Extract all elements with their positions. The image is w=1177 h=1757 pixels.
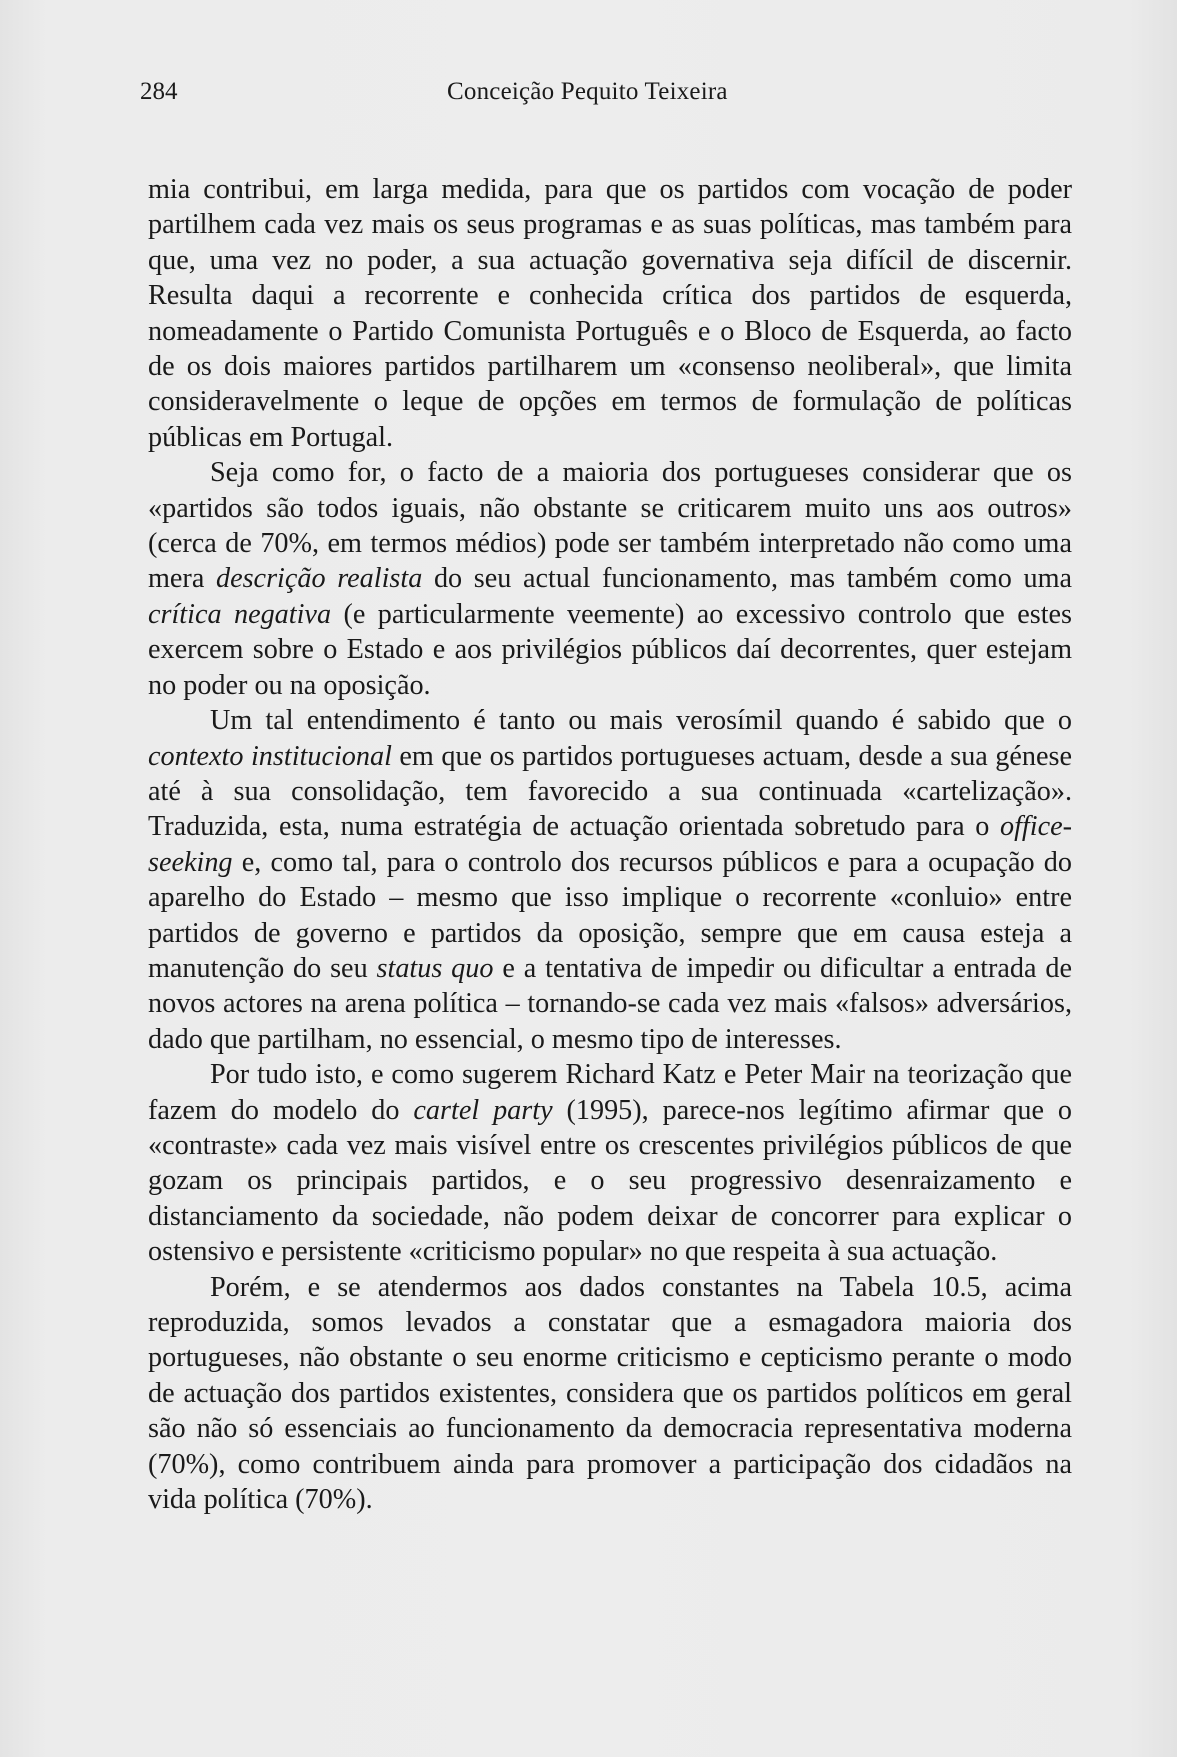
italic-segment: office-seeking bbox=[148, 811, 1072, 878]
italic-segment: descrição realista bbox=[215, 563, 423, 595]
paragraph-5 bbox=[148, 1270, 1072, 1518]
text-segment: Seja como for, o facto de a maioria dos portugueses considerar que os «partidos são todos iguais, não obstante se criticarem muito uns aos outros» (cerca de 70%, em termos médios) pode ser também interpretado não como uma mera bbox=[148, 457, 1072, 595]
paragraph-2 bbox=[148, 455, 1072, 703]
text-segment: do seu actual funcionamento, mas também como uma bbox=[422, 563, 1072, 595]
text-segment: Um tal entendimento é tanto ou mais verosímil quando é sabido que o bbox=[210, 705, 1072, 737]
page-number: 284 bbox=[140, 78, 178, 105]
italic-segment: status quo bbox=[376, 952, 494, 984]
text-segment: mia contribui, em larga medida, para que os partidos com vocação de poder partilhem cada vez mais os seus programas e as suas políticas, mas também para que, uma vez no poder, a sua actuação governativa seja difícil de discernir. Resulta daqui a recorrente e conhecida crítica dos partidos de esquerda, nomeadamente o Partido Comunista Português e o Bloco de Esquerda, ao facto de os dois maiores partidos partilharem um «consenso neoliberal», que limita consideravelmente o leque de opções em termos de formulação de políticas públicas em Portugal. bbox=[148, 174, 1072, 453]
italic-segment: crítica negativa bbox=[148, 598, 332, 630]
text-segment: (e particularmente veemente) ao excessivo controlo que estes exercem sobre o Estado e aos privilégios públicos daí decorrentes, quer estejam no poder ou na oposição. bbox=[148, 598, 1073, 701]
italic-segment: contexto institucional bbox=[148, 740, 392, 772]
text-segment: e, como tal, para o controlo dos recursos públicos e para a ocupação do aparelho do Estado – mesmo que isso implique o recorrente «conluio» entre partidos de governo e partidos da oposição, sempre que em causa esteja a manutenção do seu bbox=[148, 846, 1072, 984]
text-segment: e a tentativa de impedir ou dificultar a entrada de novos actores na arena política – tornando-se cada vez mais «falsos» adversários, dado que partilham, no essencial, o mesmo tipo de interesses. bbox=[148, 952, 1072, 1055]
text-segment: Por tudo isto, e como sugerem Richard Katz e Peter Mair na teorização que fazem do modelo do bbox=[148, 1059, 1072, 1126]
page-header bbox=[140, 78, 1070, 118]
paragraph-4 bbox=[148, 1057, 1072, 1269]
text-segment: (1995), parece-nos legítimo afirmar que o «contraste» cada vez mais visível entre os crescentes privilégios públicos de que gozam os principais partidos, e o seu progressivo desenraizamento e distanciamento da sociedade, não podem deixar de concorrer para explicar o ostensivo e persistente «criticismo popular» no que respeita à sua actuação. bbox=[148, 1094, 1072, 1268]
text-segment: Porém, e se atendermos aos dados constantes na Tabela 10.5, acima reproduzida, somos levados a constatar que a esmagadora maioria dos portugueses, não obstante o seu enorme criticismo e cepticismo perante o modo de actuação dos partidos existentes, considera que os partidos políticos em geral são não só essenciais ao funcionamento da democracia representativa moderna (70%), como contribuem ainda para promover a participação dos cidadãos na vida política (70%). bbox=[148, 1271, 1072, 1516]
body-text bbox=[148, 172, 1072, 1517]
italic-segment: cartel party bbox=[413, 1094, 553, 1126]
text-segment: em que os partidos portugueses actuam, desde a sua génese até à sua consolidação, tem favorecido a sua continuada «cartelização». Traduzida, esta, numa estratégia de actuação orientada sobretudo para o bbox=[148, 740, 1072, 843]
running-head: Conceição Pequito Teixeira bbox=[447, 78, 728, 105]
paragraph-3 bbox=[148, 703, 1072, 1057]
paragraph-1 bbox=[148, 172, 1072, 455]
